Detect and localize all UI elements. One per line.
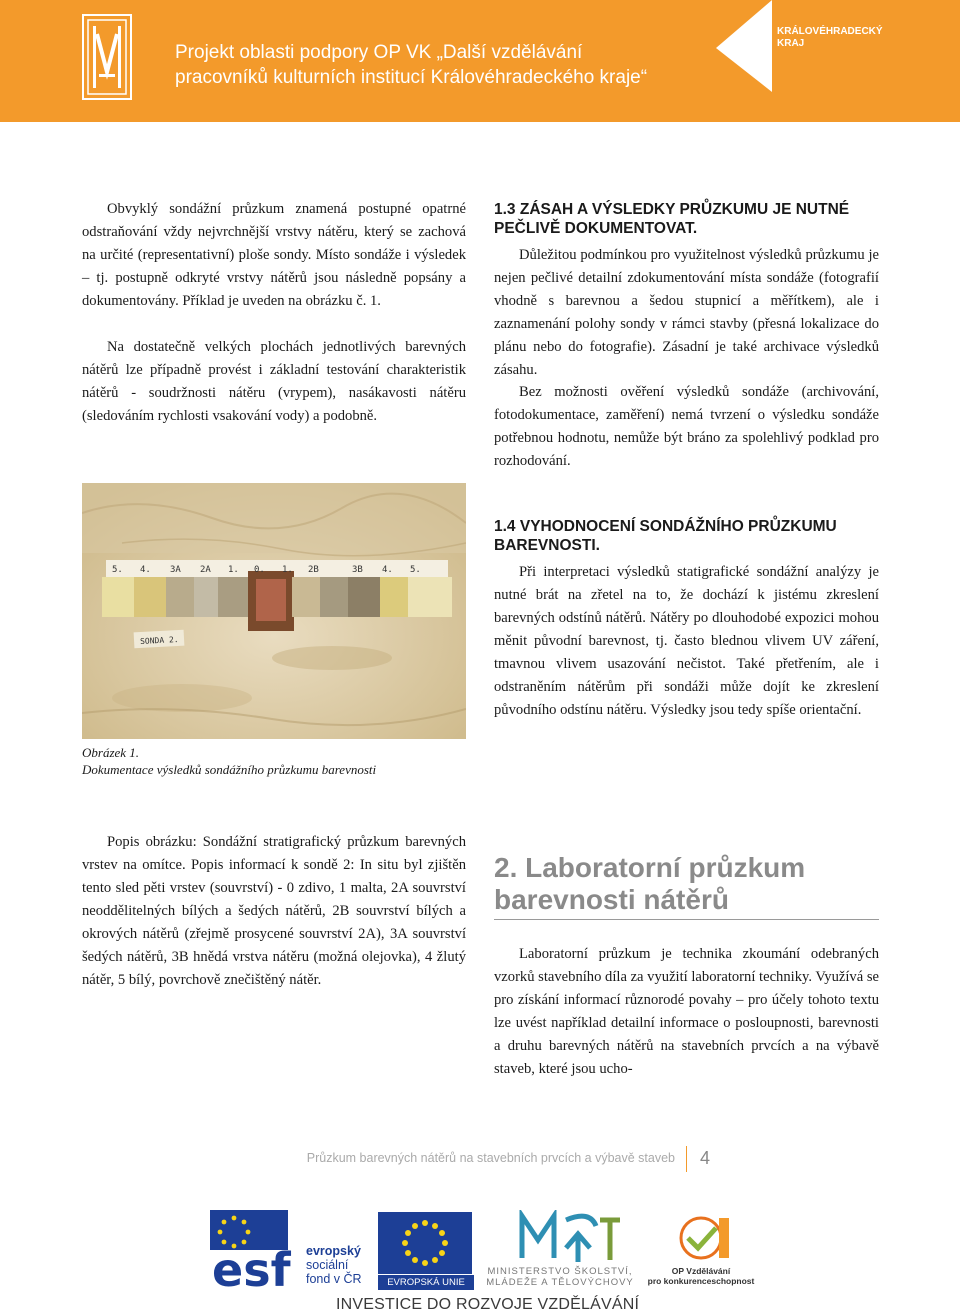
probe-photo: [82, 483, 466, 739]
figure-description: Popis obrázku: Sondážní stratigrafický průzkum barevných vrstev na omítce. Popis informací k sondě 2: In situ byl zjištěn tento sled pěti vrstev (souvrství) - 0 zdivo, 1 malta, 2A souvrství neoddělitelných bílých a šedých nátěrů, 2B souvrství bílých a okrových nátěrů (zřejmě prosycené souvrství 2A), 3A souvrství šedých nátěrů, 3B hnědá vrstva nátěru (možná olejovka), 4 žlutý nátěr, 5 bílý, povrchově znečištěný nátěr.: [82, 834, 466, 988]
project-title: [175, 40, 647, 90]
msmt-emblem-icon: [480, 1210, 640, 1264]
layer-label: 4.: [140, 565, 151, 575]
figure-caption-number: Obrázek 1.: [82, 745, 140, 760]
project-title-line2: pracovníků kulturních institucí Královéhradeckého kraje“: [175, 67, 648, 88]
project-title-line1: Projekt oblasti podpory OP VK „Další vzdělávání: [175, 42, 583, 63]
msmt-text-line2: MLÁDEŽE A TĚLOVÝCHOVY: [486, 1277, 634, 1288]
layer-label: 4.: [382, 565, 393, 575]
esf-text-line3: fond v ČR: [306, 1272, 362, 1286]
msmt-logo: [480, 1210, 640, 1290]
investice-slogan: INVESTICE DO ROZVOJE VZDĚLÁVÁNÍ: [336, 1296, 640, 1313]
eu-logo: [378, 1212, 474, 1292]
esf-text-line2: sociální: [306, 1258, 349, 1272]
eu-flag-icon: [378, 1212, 472, 1274]
layer-label: 1.: [228, 565, 239, 575]
layer-label: 2B: [308, 565, 319, 575]
chapter-2-title-line2: barevnosti nátěrů: [494, 884, 729, 915]
svg-text:esf: esf: [212, 1243, 291, 1290]
intro-paragraph: Obvyklý sondážní průzkum znamená postupné opatrné odstraňování vždy nejvrchnější vrstvy nátěru, který se zachová na určité (representativní) ploše sondy. Místo sondáže i výsledek – tj. postupně odkryté vrstvy nátěrů jsou následně popsány a dokumentovány. Příklad je uveden na obrázku č. 1.: [82, 201, 466, 309]
msmt-text-line1: MINISTERSTVO ŠKOLSTVÍ,: [487, 1266, 633, 1277]
header-band: [0, 0, 960, 122]
region-name-line2: KRAJ: [777, 38, 805, 49]
running-title: Průzkum barevných nátěrů na stavebních prvcích a výbavě staveb: [306, 1151, 675, 1165]
chapter-divider: [494, 919, 879, 920]
esf-logo: [210, 1210, 370, 1290]
opvk-text-line2: pro konkurenceschopnost: [647, 1276, 755, 1286]
figure-caption-text: Dokumentace výsledků sondážního průzkumu barevnosti: [82, 762, 377, 777]
figure-caption: [82, 744, 376, 778]
opvk-text-line1: OP Vzdělávání: [671, 1266, 731, 1276]
chapter-2-title-line1: 2. Laboratorní průzkum: [494, 852, 806, 883]
section-1-3-heading: 1.3 ZÁSAH A VÝSLEDKY PRŮZKUMU JE NUTNÉ PEČLIVĚ DOKUMENTOVAT.: [494, 201, 850, 237]
chapter-2-paragraph: Laboratorní průzkum je technika zkoumání odebraných vzorků stavebního díla za využití laboratorní techniky. Využívá se pro získání informací různorodé povahy – pro účely tohoto textu lze uvést například detailní informace o posloupnosti, barevnosti a druhu barevných nátěrů na stavebních prvcích a na výbavě staveb, které jsou ucho-: [494, 946, 880, 1077]
layer-label: 3A: [170, 565, 181, 575]
layer-label: 5.: [410, 565, 421, 575]
region-name-line1: KRÁLOVÉHRADECKÝ: [777, 26, 883, 37]
page-number: 4: [700, 1148, 711, 1168]
section-1-4-paragraph: Při interpretaci výsledků statigrafické sondážní analýzy je nutné brát na zřetel na to, že dochází k jistému zkreslení barevných odstínů nátěrů. Nátěry po dlouhodobé expozici mohou měnit původní barevnost, tj. často blednou vlivem UV záření, tmavnou vlivem usazování nečistot. Také přetřením, ale i odstraněním nátěrům při sondáži může dojít ke zkreslení původního odstínu nátěru. Výsledky jsou tedy spíše orientační.: [494, 564, 879, 718]
section-1-3-paragraph-1: Důležitou podmínkou pro využitelnost výsledků průzkumu je nejen pečlivé detailní zdokumentování místa sondáže (fotografií vhodně s barevnou a šedou stupnicí a měřítkem), ale i zaznamenání polohy sondy v rámci stavby (přesná lokalizace do plánu nebo do fotografie). Zásadní je také archivace výsledků zásahu.: [494, 247, 879, 378]
footer-divider: [686, 1146, 687, 1172]
opvk-emblem-icon: [646, 1214, 756, 1264]
layer-label: 0.: [254, 565, 265, 575]
opvk-logo: [646, 1214, 756, 1290]
layer-label: 2A: [200, 565, 211, 575]
eu-label: EVROPSKÁ UNIE: [378, 1275, 474, 1290]
layer-label: 5.: [112, 565, 123, 575]
region-emblem-icon: [716, 0, 772, 92]
section-1-4-heading: 1.4 VYHODNOCENÍ SONDÁŽNÍHO PRŮZKUMU BAREVNOSTI.: [494, 518, 837, 554]
layer-label: 1.: [282, 565, 293, 575]
chapter-2-title: [494, 852, 884, 916]
section-1-3-paragraph-2: Bez možnosti ověření výsledků sondáže (archivování, fotodokumentace, zaměření) nemá tvrzení o výsledku sondáže potřebnou hodnotu, nemůže být bráno za spolehlivý podklad pro rozhodování.: [494, 384, 879, 469]
esf-text-line1: evropský: [306, 1244, 361, 1258]
testing-paragraph: Na dostatečně velkých plochách jednotlivých barevných nátěrů lze případně provést i základní testování charakteristik nátěrů - soudržnosti nátěru (vrypem), nasákavosti nátěru (sledováním rychlosti vsakování vody) a podobně.: [82, 339, 466, 424]
probe-label: SONDA 2.: [139, 634, 179, 646]
museum-logo-icon: [82, 14, 132, 100]
probe-photo-graphic: [82, 483, 466, 739]
layer-label: 3B: [352, 565, 363, 575]
region-name: [777, 26, 883, 50]
